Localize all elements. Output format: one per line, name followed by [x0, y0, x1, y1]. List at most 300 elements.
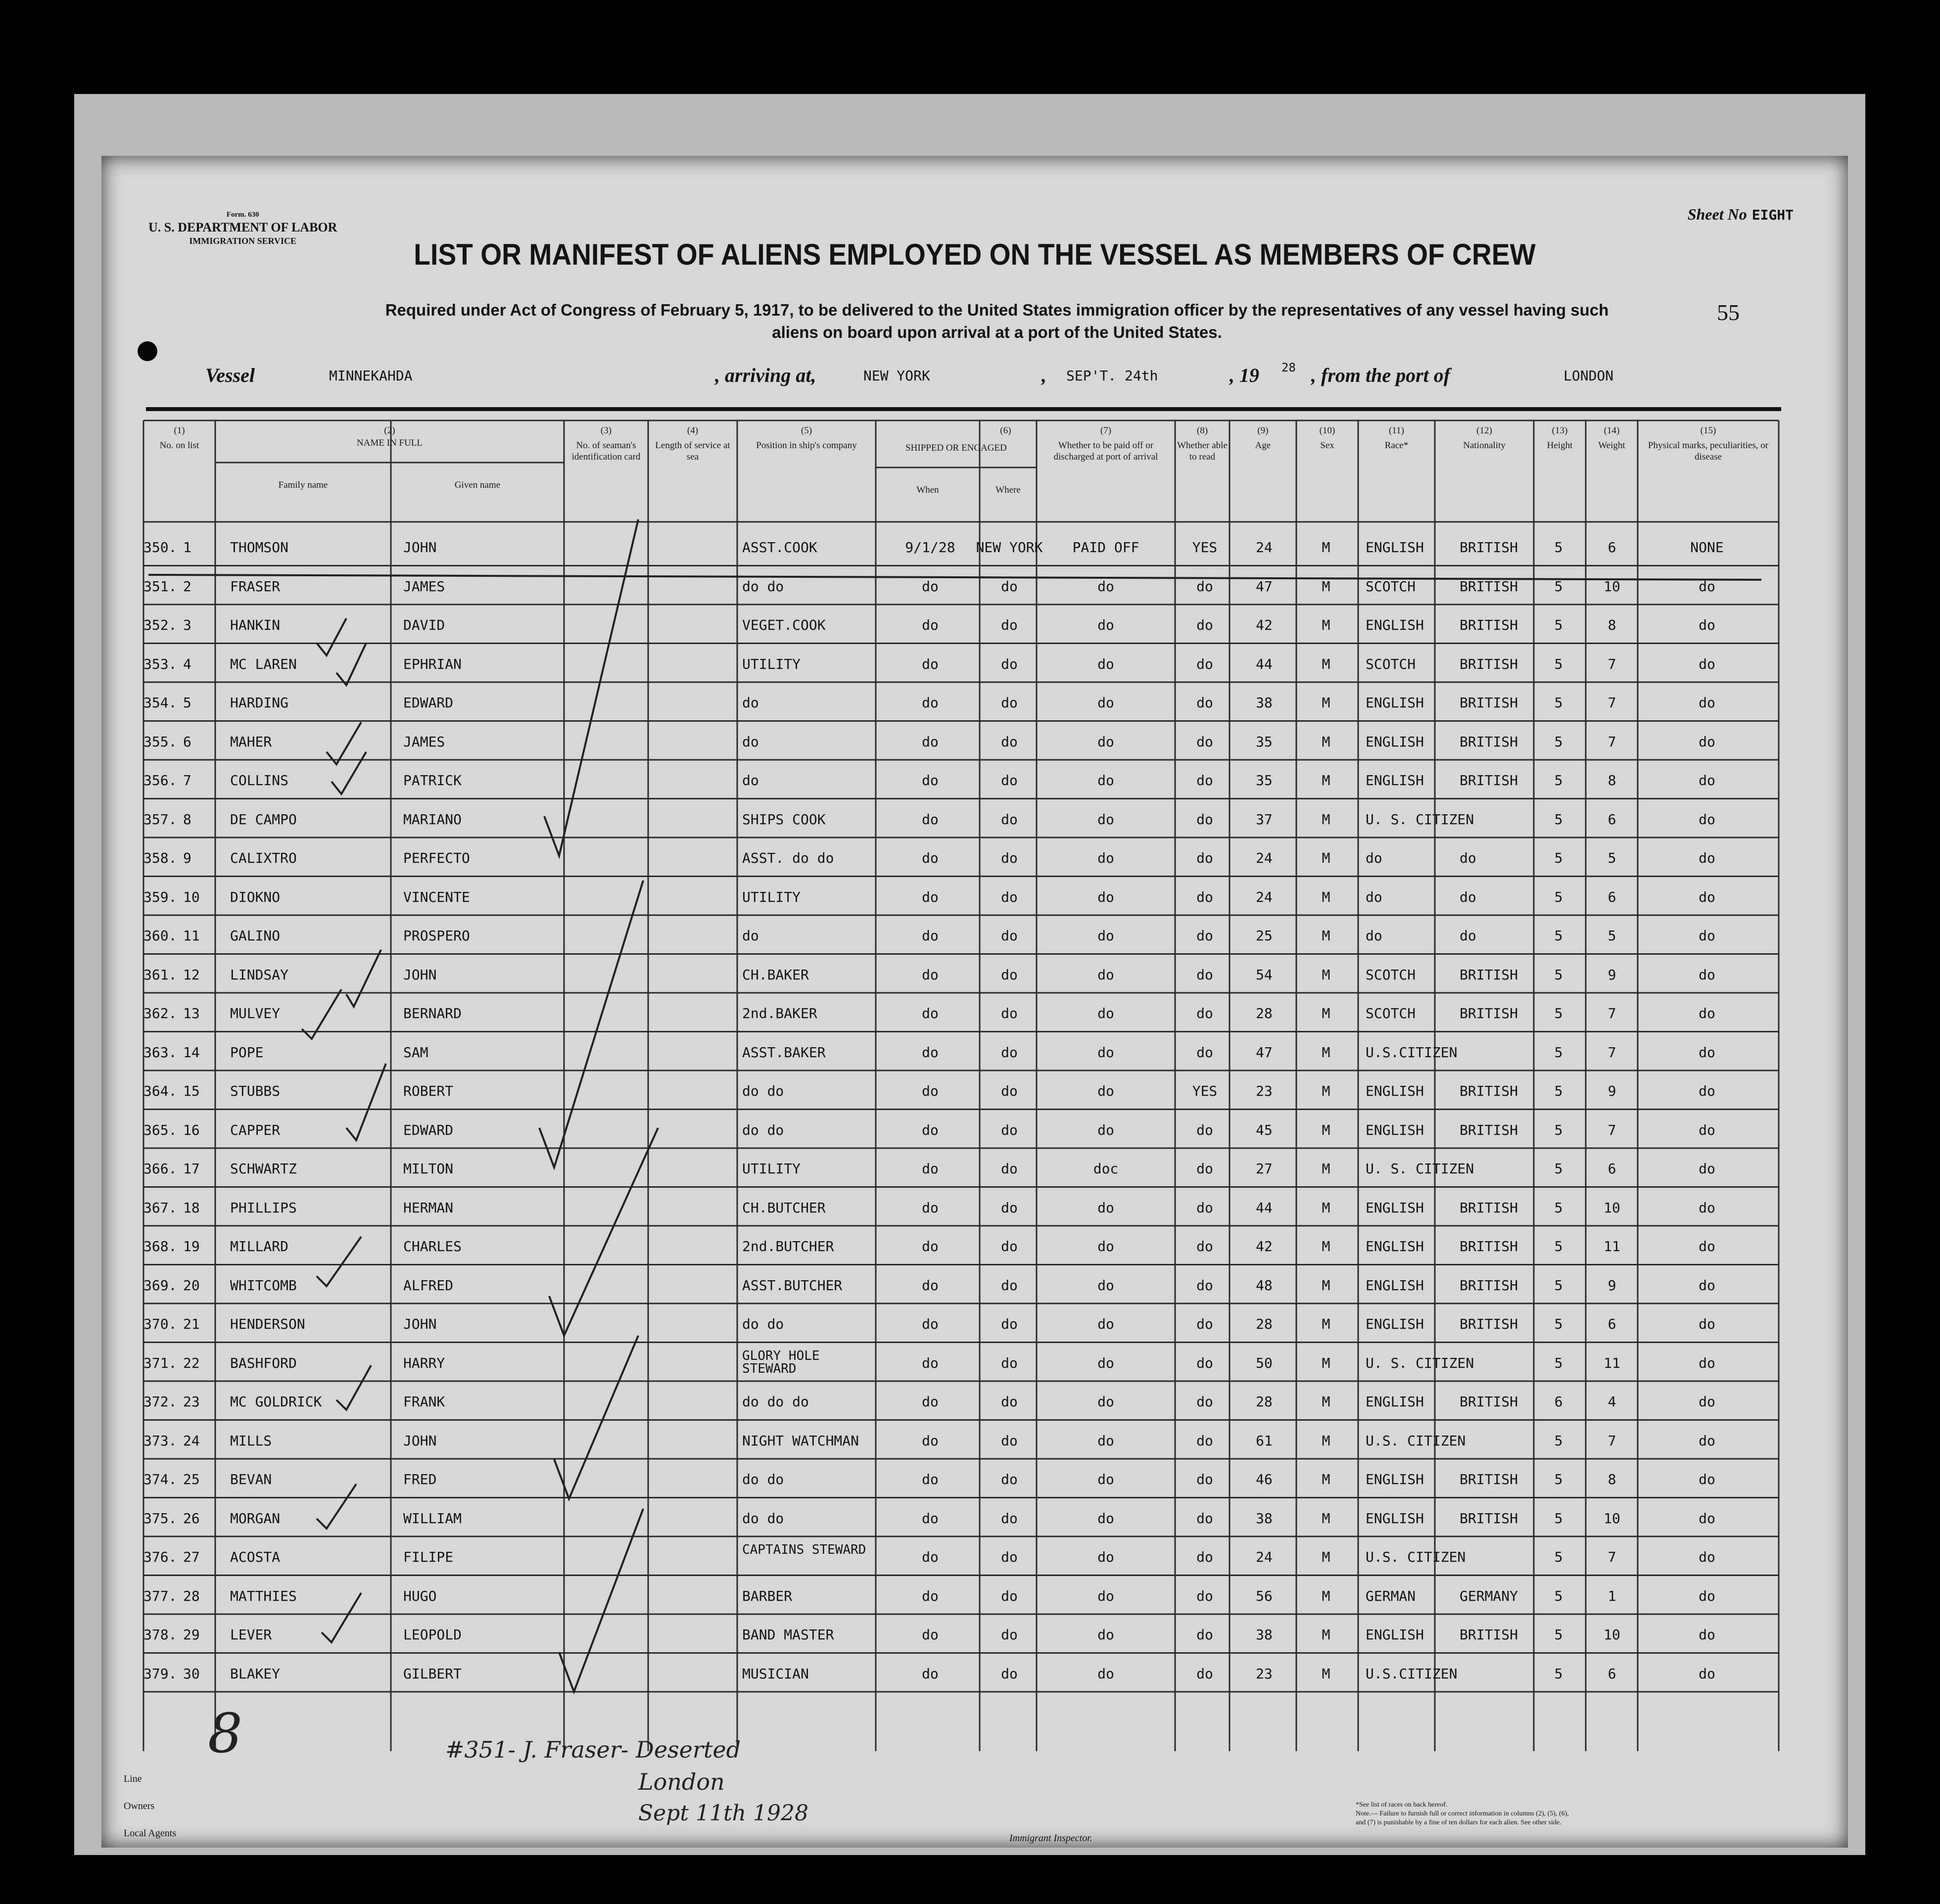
- shipped-when: do: [922, 695, 939, 711]
- shipped-where: do: [1001, 966, 1018, 983]
- sex: M: [1322, 733, 1330, 750]
- sheet-label: Sheet No: [1687, 205, 1747, 223]
- position: do do: [742, 1510, 784, 1527]
- shipped-where: do: [1001, 772, 1018, 789]
- arriving-port: NEW YORK: [863, 368, 930, 384]
- family-name: SCHWARTZ: [230, 1161, 297, 1177]
- position: CAPTAINS STEWARD: [742, 1542, 866, 1557]
- column-number: (12): [1476, 425, 1492, 436]
- list-number: 14: [183, 1044, 200, 1061]
- paid-off: do: [1097, 1121, 1114, 1138]
- check-mark: [544, 519, 638, 856]
- height: 6: [1554, 1393, 1563, 1410]
- nationality: BRITISH: [1460, 578, 1518, 595]
- list-number: 10: [183, 888, 200, 905]
- weight: 6: [1608, 539, 1616, 556]
- column-number: (10): [1319, 425, 1335, 436]
- nationality: BRITISH: [1460, 1393, 1518, 1410]
- check-mark: [554, 1336, 638, 1499]
- nationality: BRITISH: [1460, 1238, 1518, 1254]
- service-name: IMMIGRATION SERVICE: [189, 236, 296, 246]
- sex: M: [1322, 811, 1330, 828]
- position: do: [742, 695, 759, 711]
- sex: M: [1322, 617, 1330, 633]
- shipped-when: do: [922, 1665, 939, 1682]
- family-name: HENDERSON: [230, 1316, 305, 1332]
- shipped-where: do: [1001, 1083, 1018, 1099]
- list-number: 9: [183, 850, 191, 866]
- position: MUSICIAN: [742, 1665, 809, 1682]
- paid-off: do: [1097, 811, 1114, 828]
- column-header: Physical marks, peculiarities, or disease: [1648, 440, 1769, 462]
- row-number: 351.: [143, 578, 177, 595]
- physical-marks: NONE: [1690, 539, 1724, 556]
- column-number: (2): [384, 425, 395, 436]
- check-mark: [327, 722, 361, 764]
- given-name: HERMAN: [403, 1199, 454, 1216]
- family-name: POPE: [230, 1044, 264, 1061]
- position: do: [742, 772, 759, 789]
- race: ENGLISH: [1366, 1471, 1424, 1487]
- shipped-when: do: [922, 1277, 939, 1294]
- row-number: 364.: [143, 1083, 177, 1099]
- shipped-where: do: [1001, 1549, 1018, 1565]
- weight: 11: [1604, 1238, 1620, 1254]
- weight: 6: [1608, 1665, 1616, 1682]
- list-number: 27: [183, 1549, 200, 1565]
- shipped-where: do: [1001, 850, 1018, 866]
- shipped-where: do: [1001, 1316, 1018, 1332]
- age: 38: [1256, 695, 1273, 711]
- arriving-label: , arriving at,: [715, 364, 816, 386]
- able-to-read: do: [1196, 1121, 1213, 1138]
- shipped-when: do: [922, 1005, 939, 1022]
- row-number: 361.: [143, 966, 177, 983]
- paid-off: do: [1097, 578, 1114, 595]
- age: 23: [1256, 1665, 1273, 1682]
- age: 28: [1256, 1005, 1273, 1022]
- shipped-when: do: [922, 1587, 939, 1604]
- vessel-name: MINNEKAHDA: [329, 368, 413, 384]
- check-mark: [317, 1484, 356, 1529]
- shipped-where: NEW YORK: [976, 539, 1043, 556]
- shipped-when: 9/1/28: [905, 539, 955, 556]
- age: 46: [1256, 1471, 1273, 1487]
- list-number: 3: [183, 617, 191, 633]
- height: 5: [1554, 1238, 1563, 1254]
- able-to-read: do: [1196, 1005, 1213, 1022]
- paid-off: do: [1097, 1626, 1114, 1643]
- height: 5: [1554, 1199, 1563, 1216]
- position: UTILITY: [742, 655, 801, 672]
- column-subheader: Family name: [278, 480, 328, 490]
- weight: 8: [1608, 617, 1616, 633]
- position: BAND MASTER: [742, 1626, 834, 1643]
- given-name: JOHN: [403, 1316, 437, 1332]
- footnote-line-3: and (7) is punishable by a fine of ten dollars for each alien. See other side.: [1356, 1819, 1561, 1827]
- given-name: GILBERT: [403, 1665, 462, 1682]
- physical-marks: do: [1699, 1587, 1715, 1604]
- position: do do do: [742, 1393, 809, 1410]
- column-number: (4): [687, 425, 699, 436]
- position: do do: [742, 1083, 784, 1099]
- race: ENGLISH: [1366, 695, 1424, 711]
- position: do: [742, 733, 759, 750]
- column-header: Age: [1255, 440, 1271, 451]
- column-header: Race*: [1384, 440, 1409, 451]
- paid-off: do: [1097, 1238, 1114, 1254]
- weight: 10: [1604, 1199, 1620, 1216]
- row-number: 369.: [143, 1277, 177, 1294]
- physical-marks: do: [1699, 772, 1715, 789]
- position: do do: [742, 1121, 784, 1138]
- family-name: MORGAN: [230, 1510, 281, 1527]
- able-to-read: do: [1196, 1044, 1213, 1061]
- able-to-read: do: [1196, 850, 1213, 866]
- weight: 8: [1608, 772, 1616, 789]
- weight: 7: [1608, 1121, 1616, 1138]
- paid-off: do: [1097, 1393, 1114, 1410]
- weight: 9: [1608, 1083, 1616, 1099]
- given-name: JOHN: [403, 966, 437, 983]
- height: 5: [1554, 966, 1563, 983]
- nationality: BRITISH: [1460, 1471, 1518, 1487]
- position: CH.BUTCHER: [742, 1199, 826, 1216]
- age: 44: [1256, 1199, 1273, 1216]
- able-to-read: do: [1196, 1510, 1213, 1527]
- position: ASST.BAKER: [742, 1044, 826, 1061]
- shipped-where: do: [1001, 1626, 1018, 1643]
- row-number: 372.: [143, 1393, 177, 1410]
- position: ASST. do do: [742, 850, 834, 866]
- paid-off: PAID OFF: [1072, 539, 1139, 556]
- physical-marks: do: [1699, 1354, 1715, 1371]
- position: NIGHT WATCHMAN: [742, 1432, 859, 1449]
- shipped-where: do: [1001, 578, 1018, 595]
- race: U.S. CITIZEN: [1366, 1432, 1466, 1449]
- age: 48: [1256, 1277, 1273, 1294]
- paid-off: do: [1097, 1277, 1114, 1294]
- check-mark: [336, 643, 366, 685]
- shipped-where: do: [1001, 1238, 1018, 1254]
- shipped-when: do: [922, 1199, 939, 1216]
- given-name: JAMES: [403, 578, 445, 595]
- position: 2nd.BUTCHER: [742, 1238, 834, 1254]
- physical-marks: do: [1699, 1238, 1715, 1254]
- race: U. S. CITIZEN: [1366, 811, 1474, 828]
- physical-marks: do: [1699, 578, 1715, 595]
- position: ASST.COOK: [742, 539, 817, 556]
- family-name: MC GOLDRICK: [230, 1393, 322, 1410]
- given-name: EPHRIAN: [403, 655, 462, 672]
- height: 5: [1554, 1354, 1563, 1371]
- family-name: MAHER: [230, 733, 272, 750]
- given-name: ROBERT: [403, 1083, 454, 1099]
- nationality: BRITISH: [1460, 1626, 1518, 1643]
- weight: 9: [1608, 1277, 1616, 1294]
- sex: M: [1322, 1549, 1330, 1565]
- handwritten-note-1: #351- J. Fraser- Deserted: [445, 1736, 741, 1763]
- paid-off: do: [1097, 1549, 1114, 1565]
- height: 5: [1554, 1549, 1563, 1565]
- footnote: [1356, 1801, 1732, 1828]
- race: ENGLISH: [1366, 772, 1424, 789]
- age: 47: [1256, 1044, 1273, 1061]
- form-number: Form. 630: [226, 211, 259, 219]
- race: do: [1366, 888, 1382, 905]
- physical-marks: do: [1699, 928, 1715, 944]
- check-mark: [559, 1509, 643, 1692]
- physical-marks: do: [1699, 733, 1715, 750]
- list-number: 22: [183, 1354, 200, 1371]
- sex: M: [1322, 1316, 1330, 1332]
- race: U.S.CITIZEN: [1366, 1044, 1458, 1061]
- weight: 10: [1604, 1510, 1620, 1527]
- shipped-where: do: [1001, 1510, 1018, 1527]
- nationality: BRITISH: [1460, 1005, 1518, 1022]
- family-name: HANKIN: [230, 617, 281, 633]
- check-mark: [302, 989, 341, 1039]
- paid-off: do: [1097, 1354, 1114, 1371]
- sex: M: [1322, 1587, 1330, 1604]
- able-to-read: do: [1196, 733, 1213, 750]
- shipped-where: do: [1001, 1161, 1018, 1177]
- paid-off: do: [1097, 1471, 1114, 1487]
- able-to-read: do: [1196, 695, 1213, 711]
- shipped-where: do: [1001, 811, 1018, 828]
- row-number: 365.: [143, 1121, 177, 1138]
- family-name: BASHFORD: [230, 1354, 297, 1371]
- sex: M: [1322, 1665, 1330, 1682]
- weight: 10: [1604, 1626, 1620, 1643]
- list-number: 8: [183, 811, 191, 828]
- weight: 7: [1608, 1432, 1616, 1449]
- race: ENGLISH: [1366, 1393, 1424, 1410]
- physical-marks: do: [1699, 1510, 1715, 1527]
- race: ENGLISH: [1366, 1199, 1424, 1216]
- row-number: 353.: [143, 655, 177, 672]
- nationality: BRITISH: [1460, 772, 1518, 789]
- given-name: FRED: [403, 1471, 437, 1487]
- position: do do: [742, 578, 784, 595]
- height: 5: [1554, 578, 1563, 595]
- weight: 7: [1608, 1549, 1616, 1565]
- age: 61: [1256, 1432, 1273, 1449]
- check-mark: [331, 752, 366, 794]
- given-name: FILIPE: [403, 1549, 454, 1565]
- sex: M: [1322, 888, 1330, 905]
- shipped-when: do: [922, 1316, 939, 1332]
- list-number: 18: [183, 1199, 200, 1216]
- family-name: LINDSAY: [230, 966, 289, 983]
- age: 24: [1256, 850, 1273, 866]
- row-number: 355.: [143, 733, 177, 750]
- list-number: 6: [183, 733, 191, 750]
- race: ENGLISH: [1366, 539, 1424, 556]
- shipped-where: do: [1001, 617, 1018, 633]
- family-name: MC LAREN: [230, 655, 297, 672]
- race: ENGLISH: [1366, 1626, 1424, 1643]
- shipped-where: do: [1001, 1665, 1018, 1682]
- column-header: Sex: [1320, 440, 1334, 451]
- able-to-read: do: [1196, 1316, 1213, 1332]
- local-agents-label: Local Agents: [124, 1828, 177, 1839]
- shipped-when: do: [922, 1044, 939, 1061]
- shipped-where: do: [1001, 1471, 1018, 1487]
- shipped-when: do: [922, 1626, 939, 1643]
- weight: 7: [1608, 655, 1616, 672]
- inspector-label: Immigrant Inspector.: [1009, 1833, 1092, 1844]
- row-number: 350.: [143, 539, 177, 556]
- weight: 6: [1608, 1316, 1616, 1332]
- able-to-read: do: [1196, 928, 1213, 944]
- race: ENGLISH: [1366, 617, 1424, 633]
- sex: M: [1322, 539, 1330, 556]
- nationality: do: [1460, 888, 1476, 905]
- sex: M: [1322, 1083, 1330, 1099]
- age: 44: [1256, 655, 1273, 672]
- given-name: EDWARD: [403, 695, 454, 711]
- given-name: FRANK: [403, 1393, 445, 1410]
- able-to-read: do: [1196, 966, 1213, 983]
- age: 24: [1256, 1549, 1273, 1565]
- able-to-read: do: [1196, 1471, 1213, 1487]
- weight: 10: [1604, 578, 1620, 595]
- year-prefix: , 19: [1230, 364, 1259, 386]
- height: 5: [1554, 1121, 1563, 1138]
- shipped-where: do: [1001, 1587, 1018, 1604]
- list-number: 15: [183, 1083, 200, 1099]
- position: ASST.BUTCHER: [742, 1277, 843, 1294]
- able-to-read: do: [1196, 1432, 1213, 1449]
- check-mark: [317, 618, 346, 655]
- column-number: (13): [1552, 425, 1568, 436]
- physical-marks: do: [1699, 1005, 1715, 1022]
- shipped-where: do: [1001, 655, 1018, 672]
- sex: M: [1322, 1626, 1330, 1643]
- shipped-when: do: [922, 578, 939, 595]
- sex: M: [1322, 1432, 1330, 1449]
- age: 28: [1256, 1316, 1273, 1332]
- paid-off: do: [1097, 655, 1114, 672]
- physical-marks: do: [1699, 1161, 1715, 1177]
- sex: M: [1322, 1199, 1330, 1216]
- column-header: Nationality: [1463, 440, 1506, 451]
- able-to-read: do: [1196, 1393, 1213, 1410]
- able-to-read: do: [1196, 1549, 1213, 1565]
- row-number: 379.: [143, 1665, 177, 1682]
- weight: 6: [1608, 888, 1616, 905]
- weight: 11: [1604, 1354, 1620, 1371]
- able-to-read: do: [1196, 1587, 1213, 1604]
- check-mark: [322, 1593, 361, 1642]
- family-name: CAPPER: [230, 1121, 281, 1138]
- height: 5: [1554, 539, 1563, 556]
- row-number: 357.: [143, 811, 177, 828]
- subtitle-line-2: aliens on board upon arrival at a port of the United States.: [772, 323, 1222, 341]
- shipped-when: do: [922, 1354, 939, 1371]
- able-to-read: do: [1196, 888, 1213, 905]
- height: 5: [1554, 850, 1563, 866]
- race: ENGLISH: [1366, 1277, 1424, 1294]
- family-name: COLLINS: [230, 772, 289, 789]
- given-name: JOHN: [403, 1432, 437, 1449]
- able-to-read: do: [1196, 772, 1213, 789]
- nationality: do: [1460, 928, 1476, 944]
- list-number: 25: [183, 1471, 200, 1487]
- column-header: Whether able to read: [1177, 440, 1228, 462]
- nationality: BRITISH: [1460, 1121, 1518, 1138]
- paid-off: do: [1097, 733, 1114, 750]
- height: 5: [1554, 1277, 1563, 1294]
- row-number: 366.: [143, 1161, 177, 1177]
- race: do: [1366, 928, 1382, 944]
- column-header: No. of seaman's identification card: [571, 440, 641, 462]
- physical-marks: do: [1699, 617, 1715, 633]
- physical-marks: do: [1699, 1121, 1715, 1138]
- shipped-where: do: [1001, 1277, 1018, 1294]
- given-name: MILTON: [403, 1161, 454, 1177]
- physical-marks: do: [1699, 1277, 1715, 1294]
- nationality: BRITISH: [1460, 1277, 1518, 1294]
- position: GLORY HOLE STEWARD: [742, 1348, 820, 1376]
- family-name: MULVEY: [230, 1005, 281, 1022]
- row-number: 367.: [143, 1199, 177, 1216]
- given-name: DAVID: [403, 617, 445, 633]
- family-name: BLAKEY: [230, 1665, 281, 1682]
- paid-off: do: [1097, 1199, 1114, 1216]
- able-to-read: YES: [1192, 1083, 1218, 1099]
- family-name: DIOKNO: [230, 888, 281, 905]
- column-header: SHIPPED OR ENGAGED: [905, 443, 1007, 453]
- sex: M: [1322, 850, 1330, 866]
- row-number: 371.: [143, 1354, 177, 1371]
- row-number: 360.: [143, 928, 177, 944]
- sex: M: [1322, 578, 1330, 595]
- height: 5: [1554, 928, 1563, 944]
- paid-off: do: [1097, 1316, 1114, 1332]
- age: 35: [1256, 733, 1273, 750]
- age: 38: [1256, 1626, 1273, 1643]
- agency-name: U. S. DEPARTMENT OF LABOR: [148, 220, 337, 234]
- column-number: (6): [1000, 425, 1011, 436]
- vessel-label: Vessel: [205, 364, 255, 386]
- shipped-where: do: [1001, 1393, 1018, 1410]
- sex: M: [1322, 1471, 1330, 1487]
- list-number: 29: [183, 1626, 200, 1643]
- physical-marks: do: [1699, 1626, 1715, 1643]
- shipped-where: do: [1001, 888, 1018, 905]
- age: 23: [1256, 1083, 1273, 1099]
- row-number: 354.: [143, 695, 177, 711]
- age: 35: [1256, 772, 1273, 789]
- shipped-when: do: [922, 1238, 939, 1254]
- physical-marks: do: [1699, 695, 1715, 711]
- height: 5: [1554, 1005, 1563, 1022]
- sex: M: [1322, 1393, 1330, 1410]
- age: 54: [1256, 966, 1273, 983]
- nationality: BRITISH: [1460, 655, 1518, 672]
- paid-off: do: [1097, 1432, 1114, 1449]
- able-to-read: do: [1196, 1161, 1213, 1177]
- column-number: (9): [1257, 425, 1269, 436]
- age: 24: [1256, 539, 1273, 556]
- height: 5: [1554, 1665, 1563, 1682]
- nationality: BRITISH: [1460, 733, 1518, 750]
- row-number: 374.: [143, 1471, 177, 1487]
- height: 5: [1554, 1316, 1563, 1332]
- column-number: (15): [1700, 425, 1716, 436]
